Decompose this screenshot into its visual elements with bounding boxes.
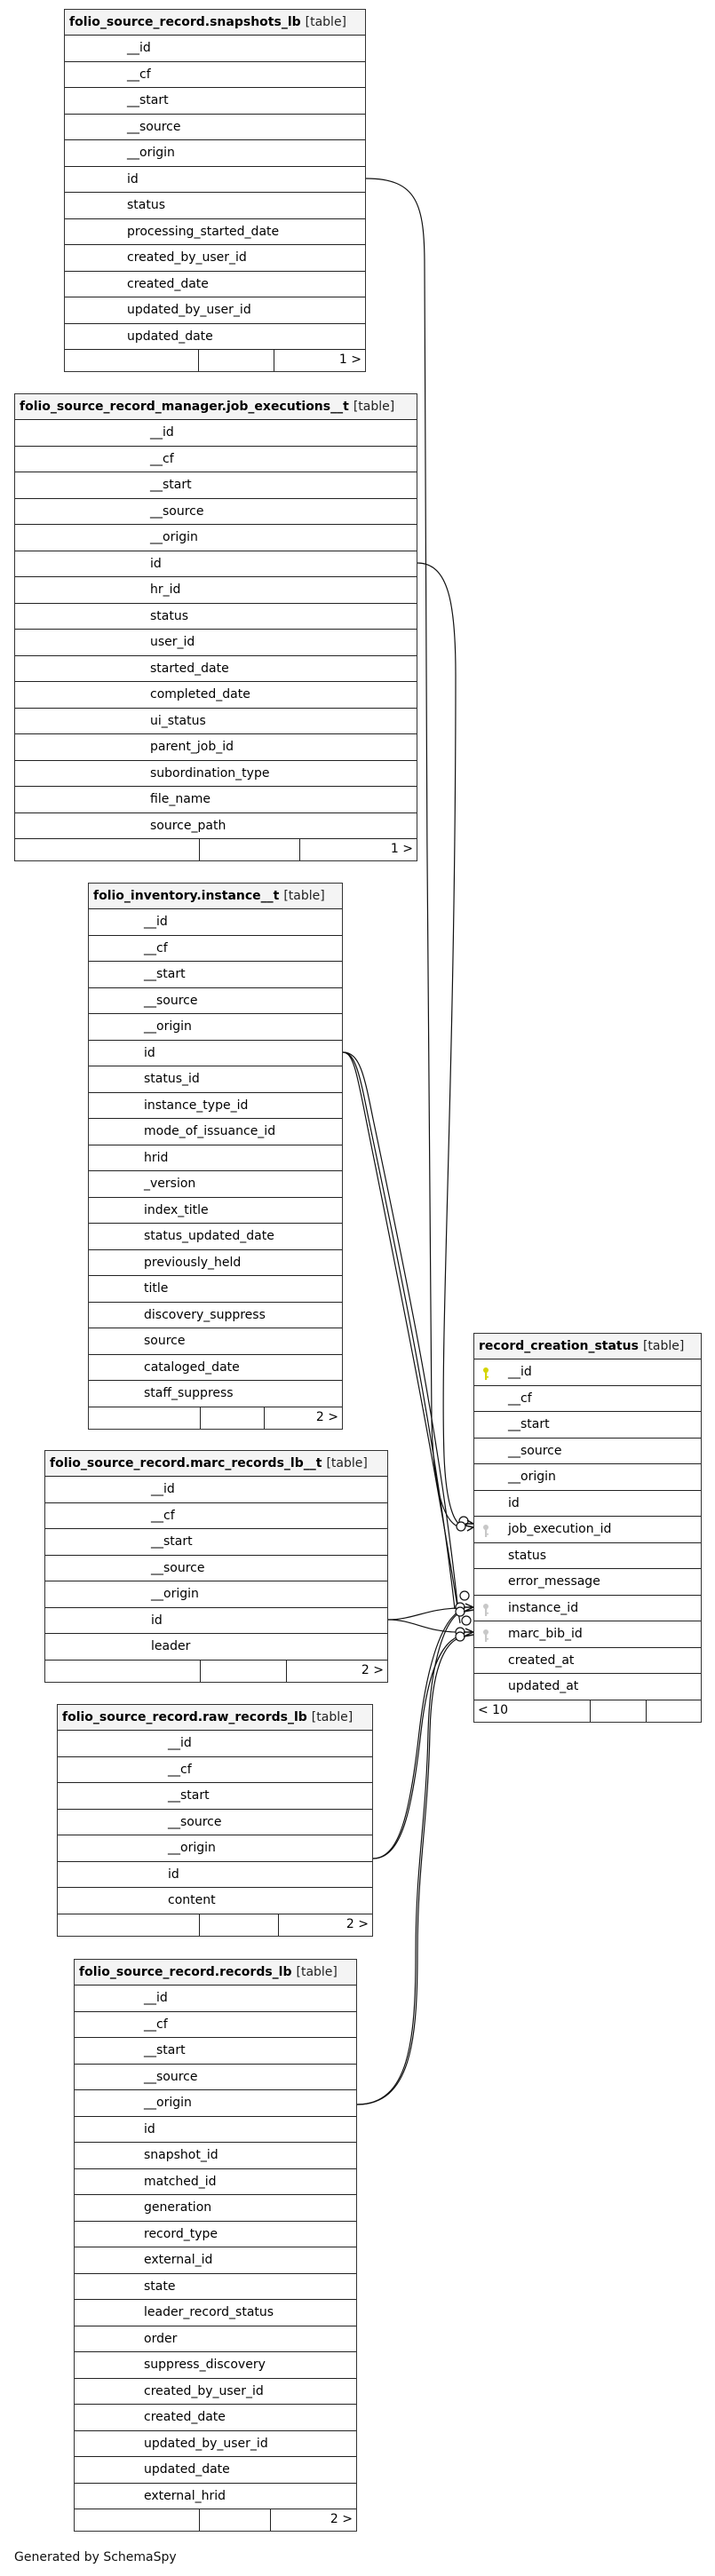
table-header[interactable] [15, 394, 417, 420]
column-name: __start [151, 1534, 193, 1549]
column-row[interactable] [75, 2222, 356, 2248]
column-row[interactable] [474, 1464, 701, 1491]
column-row[interactable] [474, 1386, 701, 1413]
column-row[interactable] [75, 2169, 356, 2196]
footer-cell-rows [200, 839, 300, 860]
column-row[interactable] [474, 1621, 701, 1648]
column-name: __start [144, 2043, 186, 2057]
column-name: __start [150, 478, 192, 492]
column-row[interactable] [15, 787, 417, 813]
foreign-key-icon [481, 1601, 490, 1615]
crowfoot-circle [456, 1628, 465, 1637]
column-row[interactable] [15, 551, 417, 578]
footer-cell-parents: 1 > [338, 353, 361, 367]
column-row[interactable] [474, 1543, 701, 1570]
column-name: order [144, 2331, 178, 2346]
column-row[interactable] [75, 1986, 356, 2012]
column-name: content [168, 1893, 216, 1907]
column-row[interactable] [474, 1359, 701, 1386]
column-name: hrid [144, 1150, 169, 1165]
column-row[interactable] [75, 2117, 356, 2144]
crowfoot-arrow [464, 1604, 473, 1612]
column-row[interactable] [65, 324, 365, 351]
column-name: source [144, 1334, 186, 1348]
column-name: started_date [150, 661, 229, 676]
column-name: __source [508, 1443, 562, 1458]
column-row[interactable] [89, 1224, 342, 1250]
column-row[interactable] [89, 962, 342, 988]
table-header[interactable] [474, 1334, 701, 1359]
column-name: __origin [150, 530, 198, 544]
column-name: processing_started_date [127, 224, 280, 239]
column-row[interactable] [58, 1862, 372, 1889]
column-name: __source [150, 503, 204, 519]
column-row[interactable] [75, 2326, 356, 2353]
column-row[interactable] [15, 682, 417, 709]
column-row[interactable] [474, 1596, 701, 1622]
footer-cell-parents: 2 > [346, 1916, 369, 1931]
table-name: folio_source_record_manager.job_executions__t [20, 400, 349, 414]
column-row[interactable] [15, 761, 417, 788]
column-name: parent_job_id [150, 740, 234, 754]
column-name: external_hrid [144, 2488, 226, 2503]
table-name: folio_source_record.records_lb [79, 1965, 292, 1979]
column-name: __id [144, 915, 168, 929]
column-name: marc_bib_id [508, 1627, 583, 1641]
footer-cell-parents: 1 > [390, 842, 413, 856]
column-row[interactable] [75, 2431, 356, 2458]
column-name: updated_at [508, 1679, 579, 1693]
column-name: created_at [508, 1653, 575, 1668]
crowfoot-circle [456, 1603, 465, 1612]
column-name: state [144, 2279, 176, 2294]
footer-cell-rows [591, 1700, 647, 1722]
footer-cell-children [65, 350, 199, 371]
table-header[interactable] [89, 884, 342, 909]
column-row[interactable] [474, 1491, 701, 1518]
column-row[interactable] [89, 1066, 342, 1093]
column-row[interactable] [89, 936, 342, 963]
table-kind: [table] [353, 400, 395, 414]
column-row[interactable] [65, 140, 365, 167]
column-row[interactable] [89, 1328, 342, 1355]
crowfoot-circle [456, 1607, 465, 1616]
column-name: id [168, 1867, 179, 1882]
table-name: record_creation_status [479, 1339, 639, 1353]
column-name: id [508, 1495, 520, 1510]
column-name: id [150, 556, 162, 571]
column-row[interactable] [89, 1276, 342, 1303]
table-name: folio_source_record.raw_records_lb [62, 1710, 307, 1724]
table-kind: [table] [311, 1710, 354, 1724]
column-name: error_message [508, 1574, 600, 1589]
column-row[interactable] [89, 1119, 342, 1145]
column-name: completed_date [150, 687, 250, 701]
column-row[interactable] [45, 1503, 387, 1530]
table-name: folio_source_record.marc_records_lb__t [50, 1456, 322, 1470]
column-row[interactable] [58, 1783, 372, 1810]
footer-cell-parents: 2 > [361, 1662, 384, 1677]
column-row[interactable] [65, 297, 365, 324]
table-job-executions[interactable] [14, 393, 417, 861]
column-name: updated_by_user_id [127, 303, 251, 317]
column-name: __cf [150, 451, 174, 466]
column-name: index_title [144, 1202, 209, 1217]
column-row[interactable] [45, 1529, 387, 1556]
column-name: __start [168, 1788, 210, 1803]
column-name: __id [151, 1482, 175, 1496]
relationship-line [388, 1620, 457, 1632]
column-row[interactable] [474, 1569, 701, 1596]
crowfoot-circle [459, 1517, 468, 1526]
column-name: __id [127, 41, 151, 55]
crowfoot-arrow [464, 1629, 473, 1637]
column-name: snapshot_id [144, 2148, 218, 2162]
column-name: __source [127, 119, 181, 134]
column-name: previously_held [144, 1255, 242, 1270]
column-row[interactable] [15, 734, 417, 761]
column-row[interactable] [89, 1171, 342, 1198]
table-name: folio_inventory.instance__t [93, 889, 280, 903]
column-name: __origin [168, 1841, 216, 1855]
table-footer [75, 2509, 356, 2531]
column-row[interactable] [45, 1581, 387, 1608]
column-row[interactable] [15, 630, 417, 656]
footer-cell-rows [201, 1407, 265, 1429]
column-name: __start [508, 1417, 550, 1431]
foreign-key-icon [481, 1522, 490, 1536]
table-header[interactable] [65, 10, 365, 36]
column-name: __cf [144, 2017, 168, 2032]
footer-cell-children [45, 1661, 201, 1682]
column-name: suppress_discovery [144, 2358, 266, 2372]
column-row[interactable] [89, 1198, 342, 1225]
column-name: __origin [151, 1587, 199, 1601]
table-record-creation-status[interactable] [473, 1333, 702, 1723]
footer-cell-parents: 2 > [330, 2512, 353, 2526]
column-row[interactable] [75, 2379, 356, 2406]
crowfoot-arrow [465, 1520, 473, 1531]
column-row[interactable] [15, 709, 417, 735]
column-name: __cf [144, 940, 168, 955]
table-footer [65, 350, 365, 371]
column-name: __origin [144, 2096, 192, 2110]
footer-cell-rows [201, 1661, 287, 1682]
column-name: job_execution_id [508, 1522, 612, 1536]
column-name: __origin [144, 1019, 192, 1034]
table-kind: [table] [305, 15, 347, 29]
table-footer [45, 1661, 387, 1682]
column-name: subordination_type [150, 765, 270, 781]
column-name: status [150, 608, 189, 623]
column-name: source_path [150, 818, 226, 833]
column-row[interactable] [474, 1517, 701, 1543]
column-row[interactable] [75, 2274, 356, 2301]
column-name: __source [168, 1814, 222, 1829]
column-row[interactable] [58, 1757, 372, 1784]
column-name: updated_date [144, 2462, 230, 2477]
column-row[interactable] [75, 2143, 356, 2169]
table-records-lb[interactable] [74, 1959, 357, 2532]
table-snapshots-lb[interactable] [64, 9, 366, 372]
column-name: __origin [508, 1470, 556, 1484]
footer-cell-children [89, 1407, 201, 1429]
column-name: external_id [144, 2253, 213, 2267]
table-kind: [table] [326, 1456, 368, 1470]
column-name: created_date [144, 2410, 226, 2424]
footer-cell-children [75, 2509, 200, 2531]
column-name: status_updated_date [144, 1229, 274, 1243]
column-name: __start [144, 967, 186, 981]
column-row[interactable] [65, 88, 365, 115]
column-row[interactable] [58, 1731, 372, 1757]
column-row[interactable] [45, 1477, 387, 1503]
column-name: created_by_user_id [127, 250, 247, 265]
column-row[interactable] [89, 1303, 342, 1329]
column-row[interactable] [65, 36, 365, 62]
column-row[interactable] [15, 420, 417, 447]
relationship-line [388, 1608, 457, 1620]
column-row[interactable] [65, 193, 365, 219]
column-name: file_name [150, 792, 211, 806]
column-row[interactable] [474, 1648, 701, 1675]
column-name: instance_type_id [144, 1098, 249, 1113]
column-row[interactable] [75, 2457, 356, 2484]
table-footer [58, 1914, 372, 1936]
column-row[interactable] [89, 1355, 342, 1382]
table-kind: [table] [283, 889, 325, 903]
column-row[interactable] [474, 1412, 701, 1439]
column-name: __source [144, 2069, 198, 2084]
column-name: id [127, 171, 139, 186]
column-row[interactable] [89, 1250, 342, 1277]
column-name: ui_status [150, 713, 206, 728]
column-row[interactable] [65, 219, 365, 246]
column-row[interactable] [65, 272, 365, 298]
column-row[interactable] [65, 115, 365, 141]
relationship-line [417, 563, 460, 1525]
column-row[interactable] [89, 1093, 342, 1120]
column-row[interactable] [75, 2195, 356, 2222]
column-name: matched_id [144, 2174, 217, 2189]
column-row[interactable] [75, 2300, 356, 2326]
column-name: __source [151, 1560, 205, 1575]
column-name: __id [150, 425, 174, 440]
crowfoot-circle [457, 1522, 465, 1531]
column-row[interactable] [75, 2352, 356, 2379]
column-name: created_by_user_id [144, 2383, 264, 2398]
column-row[interactable] [75, 2090, 356, 2117]
column-row[interactable] [89, 1145, 342, 1172]
column-row[interactable] [474, 1439, 701, 1465]
column-name: generation [144, 2200, 212, 2215]
column-name: created_date [127, 276, 209, 291]
column-name: id [151, 1613, 163, 1628]
column-name: status [508, 1548, 547, 1563]
column-row[interactable] [89, 988, 342, 1015]
column-name: __id [168, 1736, 192, 1750]
footer-cell-children [58, 1914, 200, 1936]
column-name: __cf [508, 1391, 532, 1406]
column-name: updated_by_user_id [144, 2436, 268, 2451]
column-name: user_id [150, 635, 195, 649]
footer-cell-rows [200, 1914, 279, 1936]
column-row[interactable] [65, 245, 365, 272]
column-name: __cf [168, 1762, 192, 1777]
column-name: __cf [151, 1508, 175, 1523]
column-row[interactable] [15, 472, 417, 499]
column-name: __source [144, 993, 198, 1008]
column-row[interactable] [89, 1014, 342, 1041]
column-name: status [127, 198, 166, 212]
column-name: leader [151, 1639, 191, 1653]
column-row[interactable] [15, 604, 417, 630]
column-row[interactable] [15, 813, 417, 840]
column-row[interactable] [75, 2012, 356, 2039]
column-row[interactable] [75, 2484, 356, 2510]
column-row[interactable] [58, 1888, 372, 1914]
primary-key-icon [481, 1365, 490, 1379]
column-name: discovery_suppress [144, 1307, 266, 1322]
column-name: staff_suppress [144, 1386, 234, 1400]
column-row[interactable] [89, 1041, 342, 1067]
table-footer [15, 839, 417, 860]
column-name: record_type [144, 2226, 218, 2241]
column-name: __cf [127, 67, 151, 82]
column-row[interactable] [75, 2405, 356, 2431]
footer-cell-parents: 2 > [315, 1409, 338, 1424]
table-kind: [table] [642, 1339, 685, 1353]
column-row[interactable] [45, 1634, 387, 1661]
table-footer [89, 1407, 342, 1429]
column-row[interactable] [474, 1674, 701, 1700]
table-header[interactable] [58, 1705, 372, 1731]
column-row[interactable] [45, 1556, 387, 1582]
footer-cell-rows [199, 350, 274, 371]
crowfoot-circle [456, 1632, 465, 1641]
table-name: folio_source_record.snapshots_lb [69, 15, 301, 29]
column-row[interactable] [15, 447, 417, 473]
table-header[interactable] [75, 1960, 356, 1986]
column-name: id [144, 2121, 155, 2136]
column-row[interactable] [65, 62, 365, 89]
column-row[interactable] [58, 1835, 372, 1862]
footer-cell-rows [200, 2509, 271, 2531]
column-name: id [144, 1045, 155, 1060]
column-name: title [144, 1281, 169, 1296]
column-name: leader_record_status [144, 2305, 274, 2319]
column-name: _version [144, 1177, 196, 1191]
foreign-key-icon [481, 1627, 490, 1641]
column-name: __start [127, 93, 169, 107]
column-row[interactable] [58, 1810, 372, 1836]
column-row[interactable] [89, 909, 342, 936]
footer-cell-parents [647, 1700, 701, 1722]
column-name: __id [508, 1365, 532, 1379]
column-name: status_id [144, 1072, 200, 1086]
column-name: updated_date [127, 329, 213, 344]
column-row[interactable] [15, 499, 417, 526]
column-row[interactable] [45, 1608, 387, 1635]
column-name: mode_of_issuance_id [144, 1124, 276, 1138]
generated-by-label: Generated by SchemaSpy [14, 2550, 177, 2564]
column-name: instance_id [508, 1600, 579, 1615]
column-name: cataloged_date [144, 1359, 240, 1375]
table-instance[interactable] [88, 883, 343, 1430]
footer-cell-children: < 10 [474, 1700, 591, 1722]
column-name: __id [144, 1991, 168, 2005]
column-row[interactable] [65, 167, 365, 194]
column-row[interactable] [15, 577, 417, 604]
column-row[interactable] [75, 2065, 356, 2091]
crowfoot-circle [460, 1591, 469, 1600]
table-kind: [table] [296, 1965, 338, 1979]
column-row[interactable] [15, 656, 417, 683]
table-header[interactable] [45, 1451, 387, 1477]
table-raw-records[interactable] [57, 1704, 373, 1937]
footer-cell-children [15, 839, 200, 860]
crowfoot-circle [462, 1616, 471, 1625]
column-name: hr_id [150, 583, 181, 597]
table-marc-records[interactable] [44, 1450, 388, 1683]
column-name: __origin [127, 146, 175, 160]
table-footer [474, 1700, 701, 1722]
column-row[interactable] [15, 525, 417, 551]
column-row[interactable] [75, 2247, 356, 2274]
column-row[interactable] [89, 1381, 342, 1407]
column-row[interactable] [75, 2038, 356, 2065]
